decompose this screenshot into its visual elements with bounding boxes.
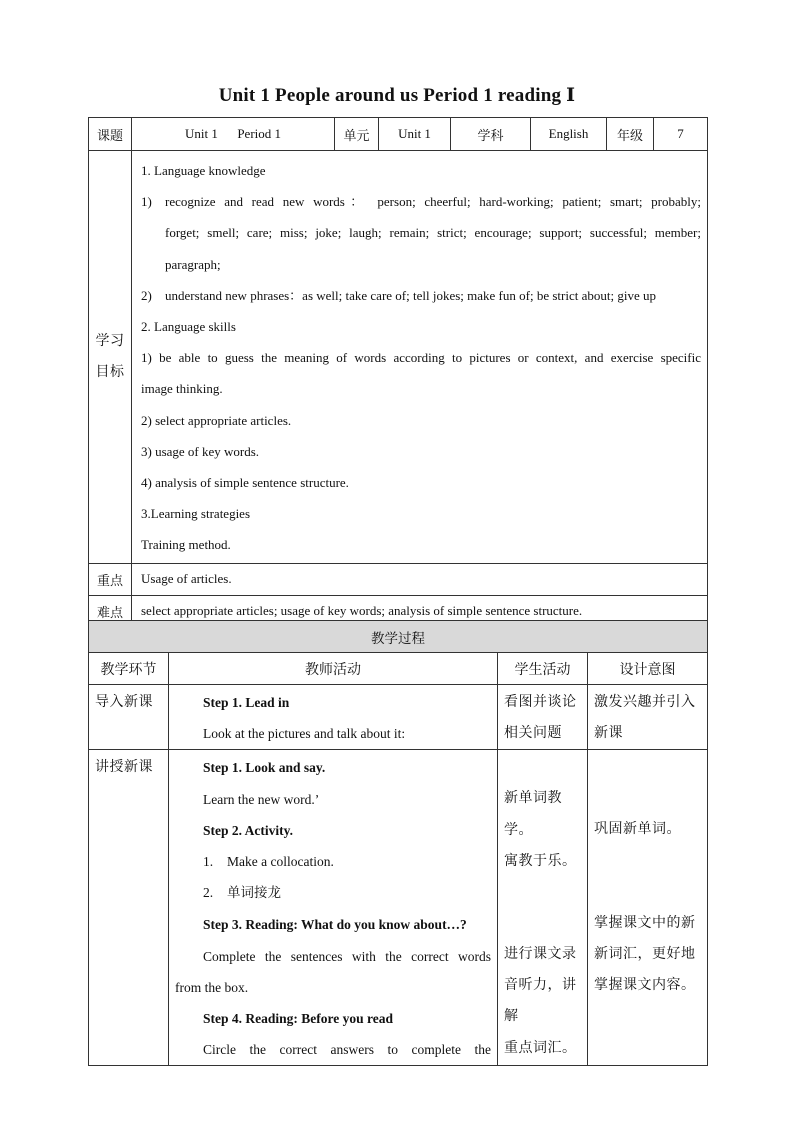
- col-stage: 教学环节: [89, 653, 169, 685]
- intro-student: 看图并谈论 相关问题: [498, 685, 588, 750]
- teach-step-1: Step 1. Look and say.: [203, 760, 326, 776]
- difficulty-label: 难点: [89, 595, 132, 627]
- teach-step-4: Step 4. Reading: Before you read: [203, 1011, 393, 1027]
- goals-section-2: 2. Language skills: [141, 319, 236, 335]
- key-point-value: Usage of articles.: [132, 563, 708, 595]
- subject-label: 学科: [451, 118, 531, 151]
- teach-step-4-text-1: Circle the correct answers to complete the: [203, 1042, 491, 1058]
- intro-teacher: [169, 685, 498, 750]
- goals-section-1: 1. Language knowledge: [141, 163, 266, 178]
- teach-step-2: Step 2. Activity.: [203, 822, 293, 838]
- teach-stage: 讲授新课: [89, 750, 169, 1066]
- teach-step-3: Step 3. Reading: What do you know about…?: [203, 917, 467, 933]
- teach-step-2-item-2: 2. 单词接龙: [203, 885, 281, 902]
- strategy: Training method.: [141, 537, 231, 553]
- teach-step-1-text: Learn the new word.’: [203, 791, 320, 807]
- lesson-value: Unit 1 Period 1: [132, 118, 335, 151]
- grade-label: 年级: [607, 118, 654, 151]
- key-point-label: 重点: [89, 563, 132, 595]
- col-intent: 设计意图: [588, 653, 708, 685]
- intro-stage: 导入新课: [89, 685, 169, 750]
- skill-3: 3) usage of key words.: [141, 443, 260, 459]
- learning-goals: [132, 151, 708, 564]
- teaching-process-table: [88, 620, 708, 1066]
- lesson-info-table: [88, 117, 708, 628]
- subject-value: English: [531, 118, 607, 151]
- intro-intent: 激发兴趣并引入 新课: [588, 685, 708, 750]
- intro-text: Look at the pictures and talk about it:: [203, 726, 406, 742]
- grade-value: 7: [654, 118, 708, 151]
- skill-4: 4) analysis of simple sentence structure.: [141, 475, 349, 491]
- goals-label: 学习 目标: [89, 151, 132, 564]
- skill-1: 1) be able to guess the meaning of words according to pictures or context, and exercise specific: [141, 350, 701, 366]
- difficulty-value: select appropriate articles; usage of key words; analysis of simple sentence structure.: [132, 595, 708, 627]
- goals-item-1: 1) recognize and read new words： person; cheerful; hard-working; patient; smart; probably;: [141, 194, 701, 210]
- teach-step-2-item-1: 1. Make a collocation.: [203, 854, 334, 870]
- lesson-label: 课题: [89, 118, 132, 151]
- process-header: 教学过程: [89, 621, 708, 653]
- goals-item-2: 2) understand new phrases：as well; take care of; tell jokes; make fun of; be strict about; give up: [141, 287, 656, 303]
- goals-item-1-cont: forget; smell; care; miss; joke; laugh; remain; strict; encourage; support; successful; member;: [165, 225, 701, 241]
- col-student: 学生活动: [498, 653, 588, 685]
- col-teacher: 教师活动: [169, 653, 498, 685]
- skill-2: 2) select appropriate articles.: [141, 412, 292, 428]
- page-title: Unit 1 People around us Period 1 reading Ⅰ: [218, 85, 576, 106]
- goals-section-3: 3.Learning strategies: [141, 506, 251, 522]
- teach-step-3-text-1: Complete the sentences with the correct words: [203, 948, 491, 964]
- goals-item-1-cont2: paragraph;: [165, 256, 221, 272]
- teach-intent: 巩固新单词。 掌握课文中的新 新词汇，更好地 掌握课文内容。: [588, 750, 708, 1066]
- skill-1-cont: image thinking.: [141, 381, 223, 397]
- unit-value: Unit 1: [379, 118, 451, 151]
- teach-step-3-text-2: from the box.: [175, 979, 249, 995]
- unit-label: 单元: [335, 118, 379, 151]
- intro-step: Step 1. Lead in: [203, 695, 290, 710]
- teach-student: 新单词教学。 寓教于乐。 进行课文录 音听力，讲解 重点词汇。: [498, 750, 588, 1066]
- teach-teacher: [169, 750, 498, 1066]
